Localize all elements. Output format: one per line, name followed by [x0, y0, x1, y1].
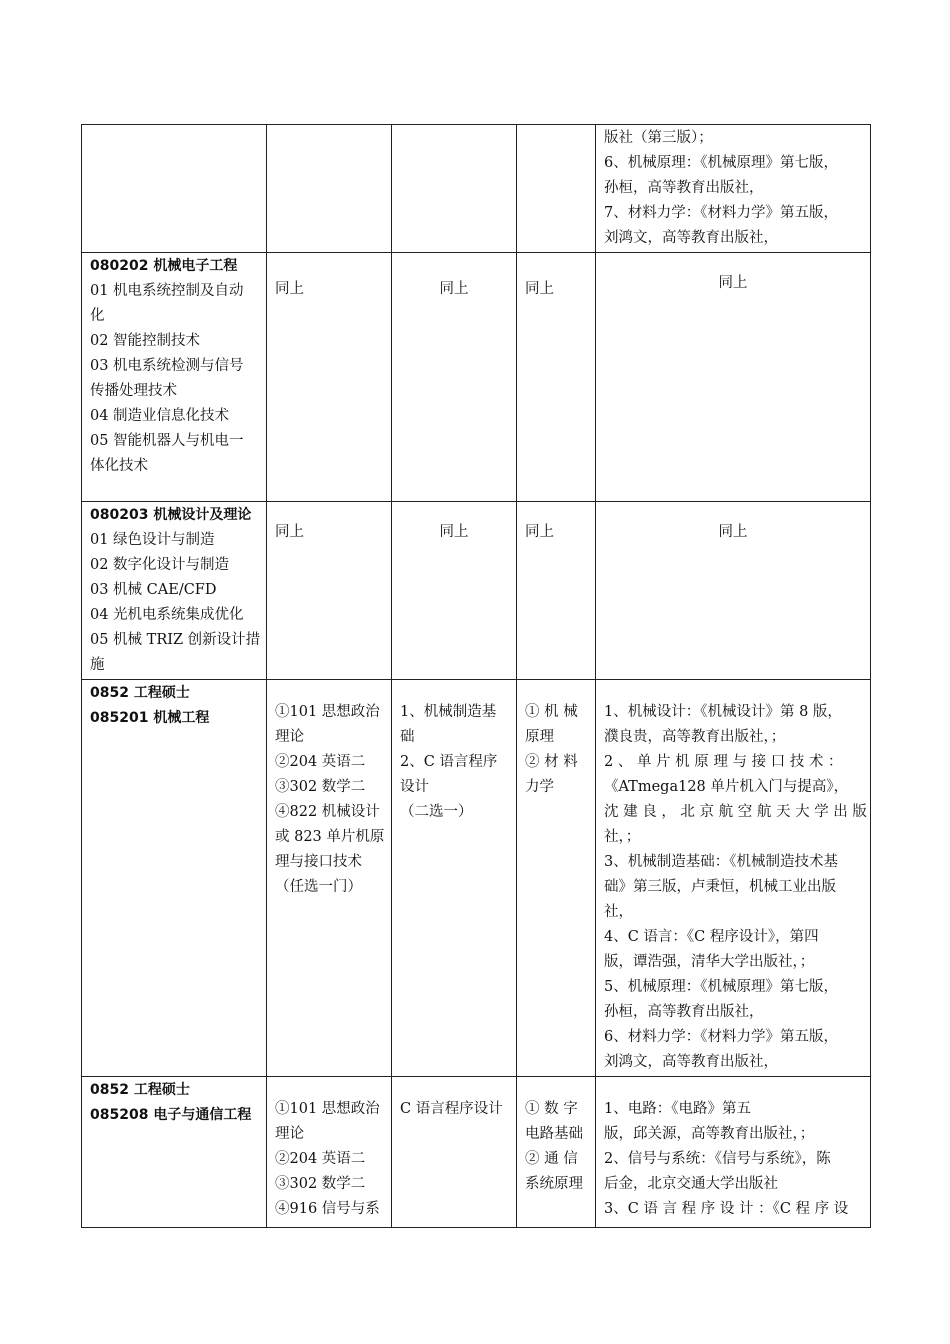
same-as-above: 同上	[275, 524, 304, 540]
text-line: 设计	[400, 779, 429, 795]
text-line: 孙桓，高等教育出版社，	[604, 180, 764, 196]
table-row	[82, 502, 871, 680]
text-line: 05 机械 TRIZ 创新设计措	[90, 632, 261, 648]
text-line: 系统原理	[525, 1176, 583, 1192]
same-as-above: 同上	[525, 524, 554, 540]
exam-cell	[267, 680, 392, 1077]
same-as-above: 同上	[718, 275, 748, 291]
program-title: 080203 机械设计及理论	[90, 507, 252, 523]
text-line: 05 智能机器人与机电一	[90, 433, 244, 449]
text-line: 1、电路：《电路》第五	[604, 1101, 751, 1117]
program-cell	[82, 502, 267, 680]
text-line: 5、机械原理：《机械原理》第七版，	[604, 979, 838, 995]
equiv-cell	[517, 125, 596, 253]
text-line: ② 材 料	[525, 754, 578, 770]
text-line: 电路基础	[525, 1126, 583, 1142]
text-line: 03 机械 CAE/CFD	[90, 582, 217, 598]
text-line: 1、机械制造基	[400, 704, 497, 720]
same-as-above: 同上	[525, 281, 554, 297]
text-line: （二选一）	[400, 804, 473, 820]
text-line: 社，	[604, 904, 633, 920]
text-line: 刘鸿文，高等教育出版社，	[604, 1054, 778, 1070]
text-line: 原理	[525, 729, 554, 745]
text-line: 体化技术	[90, 458, 148, 474]
equiv-cell	[517, 502, 596, 680]
text-line: 础》第三版，卢秉恒，机械工业出版	[604, 879, 836, 895]
books-cell	[596, 680, 871, 1077]
retest-cell	[392, 680, 517, 1077]
equiv-cell	[517, 253, 596, 502]
program-cell	[82, 253, 267, 502]
text-line: 化	[90, 308, 105, 324]
text-line: 版，邱关源，高等教育出版社，；	[604, 1126, 815, 1142]
books-cell	[596, 125, 871, 253]
retest-cell	[392, 502, 517, 680]
retest-cell	[392, 253, 517, 502]
text-line: ② 通 信	[525, 1151, 578, 1167]
text-line: 《ATmega128 单片机入门与提高》，	[604, 779, 849, 795]
books-cell	[596, 1077, 871, 1228]
text-line: 理论	[275, 1126, 304, 1142]
exam-cell	[267, 253, 392, 502]
equiv-cell	[517, 680, 596, 1077]
text-line: 沈 建 良 ， 北 京 航 空 航 天 大 学 出 版	[604, 804, 867, 820]
program-table	[81, 124, 871, 1228]
program-cell	[82, 1077, 267, 1228]
text-line: 01 机电系统控制及自动	[90, 283, 244, 299]
text-line: ①101 思想政治	[275, 1101, 380, 1117]
retest-cell	[392, 125, 517, 253]
text-line: ④916 信号与系	[275, 1201, 380, 1217]
exam-cell	[267, 125, 392, 253]
text-line: ① 数 字	[525, 1101, 578, 1117]
text-line: 2 、 单 片 机 原 理 与 接 口 技 术 ：	[604, 754, 843, 770]
text-line: 社，；	[604, 829, 641, 845]
program-title: 080202 机械电子工程	[90, 258, 238, 274]
table-row	[82, 1077, 871, 1228]
text-line: ②204 英语二	[275, 1151, 366, 1167]
text-line: 版，谭浩强，清华大学出版社，；	[604, 954, 815, 970]
text-line: 理与接口技术	[275, 854, 362, 870]
text-line: 02 数字化设计与制造	[90, 557, 230, 573]
text-line: 04 制造业信息化技术	[90, 408, 230, 424]
text-line: 6、材料力学：《材料力学》第五版，	[604, 1029, 838, 1045]
text-line: 版社（第三版）；	[604, 130, 713, 146]
text-line: 或 823 单片机原	[275, 829, 385, 845]
text-line: 3、C 语 言 程 序 设 计 ：《C 程 序 设	[604, 1201, 849, 1217]
text-line: ③302 数学二	[275, 1176, 366, 1192]
text-line: 2、信号与系统：《信号与系统》，陈	[604, 1151, 831, 1167]
text-line: 03 机电系统检测与信号	[90, 358, 244, 374]
text-line: 6、机械原理：《机械原理》第七版，	[604, 155, 838, 171]
table-row	[82, 253, 871, 502]
text-line: 01 绿色设计与制造	[90, 532, 215, 548]
same-as-above: 同上	[439, 524, 469, 540]
text-line: ①101 思想政治	[275, 704, 380, 720]
text-line: C 语言程序设计	[400, 1101, 503, 1117]
text-line: 1、机械设计：《机械设计》第 8 版，	[604, 704, 842, 720]
table-row	[82, 680, 871, 1077]
program-cell	[82, 125, 267, 253]
program-title: 0852 工程硕士	[90, 1082, 190, 1098]
retest-cell	[392, 1077, 517, 1228]
text-line: 濮良贵，高等教育出版社，；	[604, 729, 786, 745]
books-cell	[596, 253, 871, 502]
program-cell	[82, 680, 267, 1077]
text-line: 02 智能控制技术	[90, 333, 201, 349]
text-line: 孙桓，高等教育出版社，	[604, 1004, 764, 1020]
text-line: 2、C 语言程序	[400, 754, 498, 770]
table-row	[82, 125, 871, 253]
text-line: ④822 机械设计	[275, 804, 380, 820]
books-cell	[596, 502, 871, 680]
exam-cell	[267, 502, 392, 680]
same-as-above: 同上	[275, 281, 304, 297]
text-line: 后金，北京交通大学出版社	[604, 1176, 778, 1192]
text-line: 4、C 语言：《C 程序设计》，第四	[604, 929, 819, 945]
text-line: ②204 英语二	[275, 754, 366, 770]
program-title: 0852 工程硕士	[90, 685, 190, 701]
text-line: 施	[90, 657, 105, 673]
text-line: 刘鸿文，高等教育出版社，	[604, 230, 778, 246]
same-as-above: 同上	[718, 524, 748, 540]
text-line: 础	[400, 729, 415, 745]
text-line: ③302 数学二	[275, 779, 366, 795]
text-line: 传播处理技术	[90, 383, 177, 399]
program-subtitle: 085201 机械工程	[90, 710, 210, 726]
text-line: 7、材料力学：《材料力学》第五版，	[604, 205, 838, 221]
text-line: 04 光机电系统集成优化	[90, 607, 244, 623]
program-subtitle: 085208 电子与通信工程	[90, 1107, 252, 1123]
text-line: 力学	[525, 779, 554, 795]
same-as-above: 同上	[439, 281, 469, 297]
text-line: ① 机 械	[525, 704, 578, 720]
text-line: （任选一门）	[275, 879, 362, 895]
exam-cell	[267, 1077, 392, 1228]
text-line: 理论	[275, 729, 304, 745]
equiv-cell	[517, 1077, 596, 1228]
text-line: 3、机械制造基础：《机械制造技术基	[604, 854, 838, 870]
